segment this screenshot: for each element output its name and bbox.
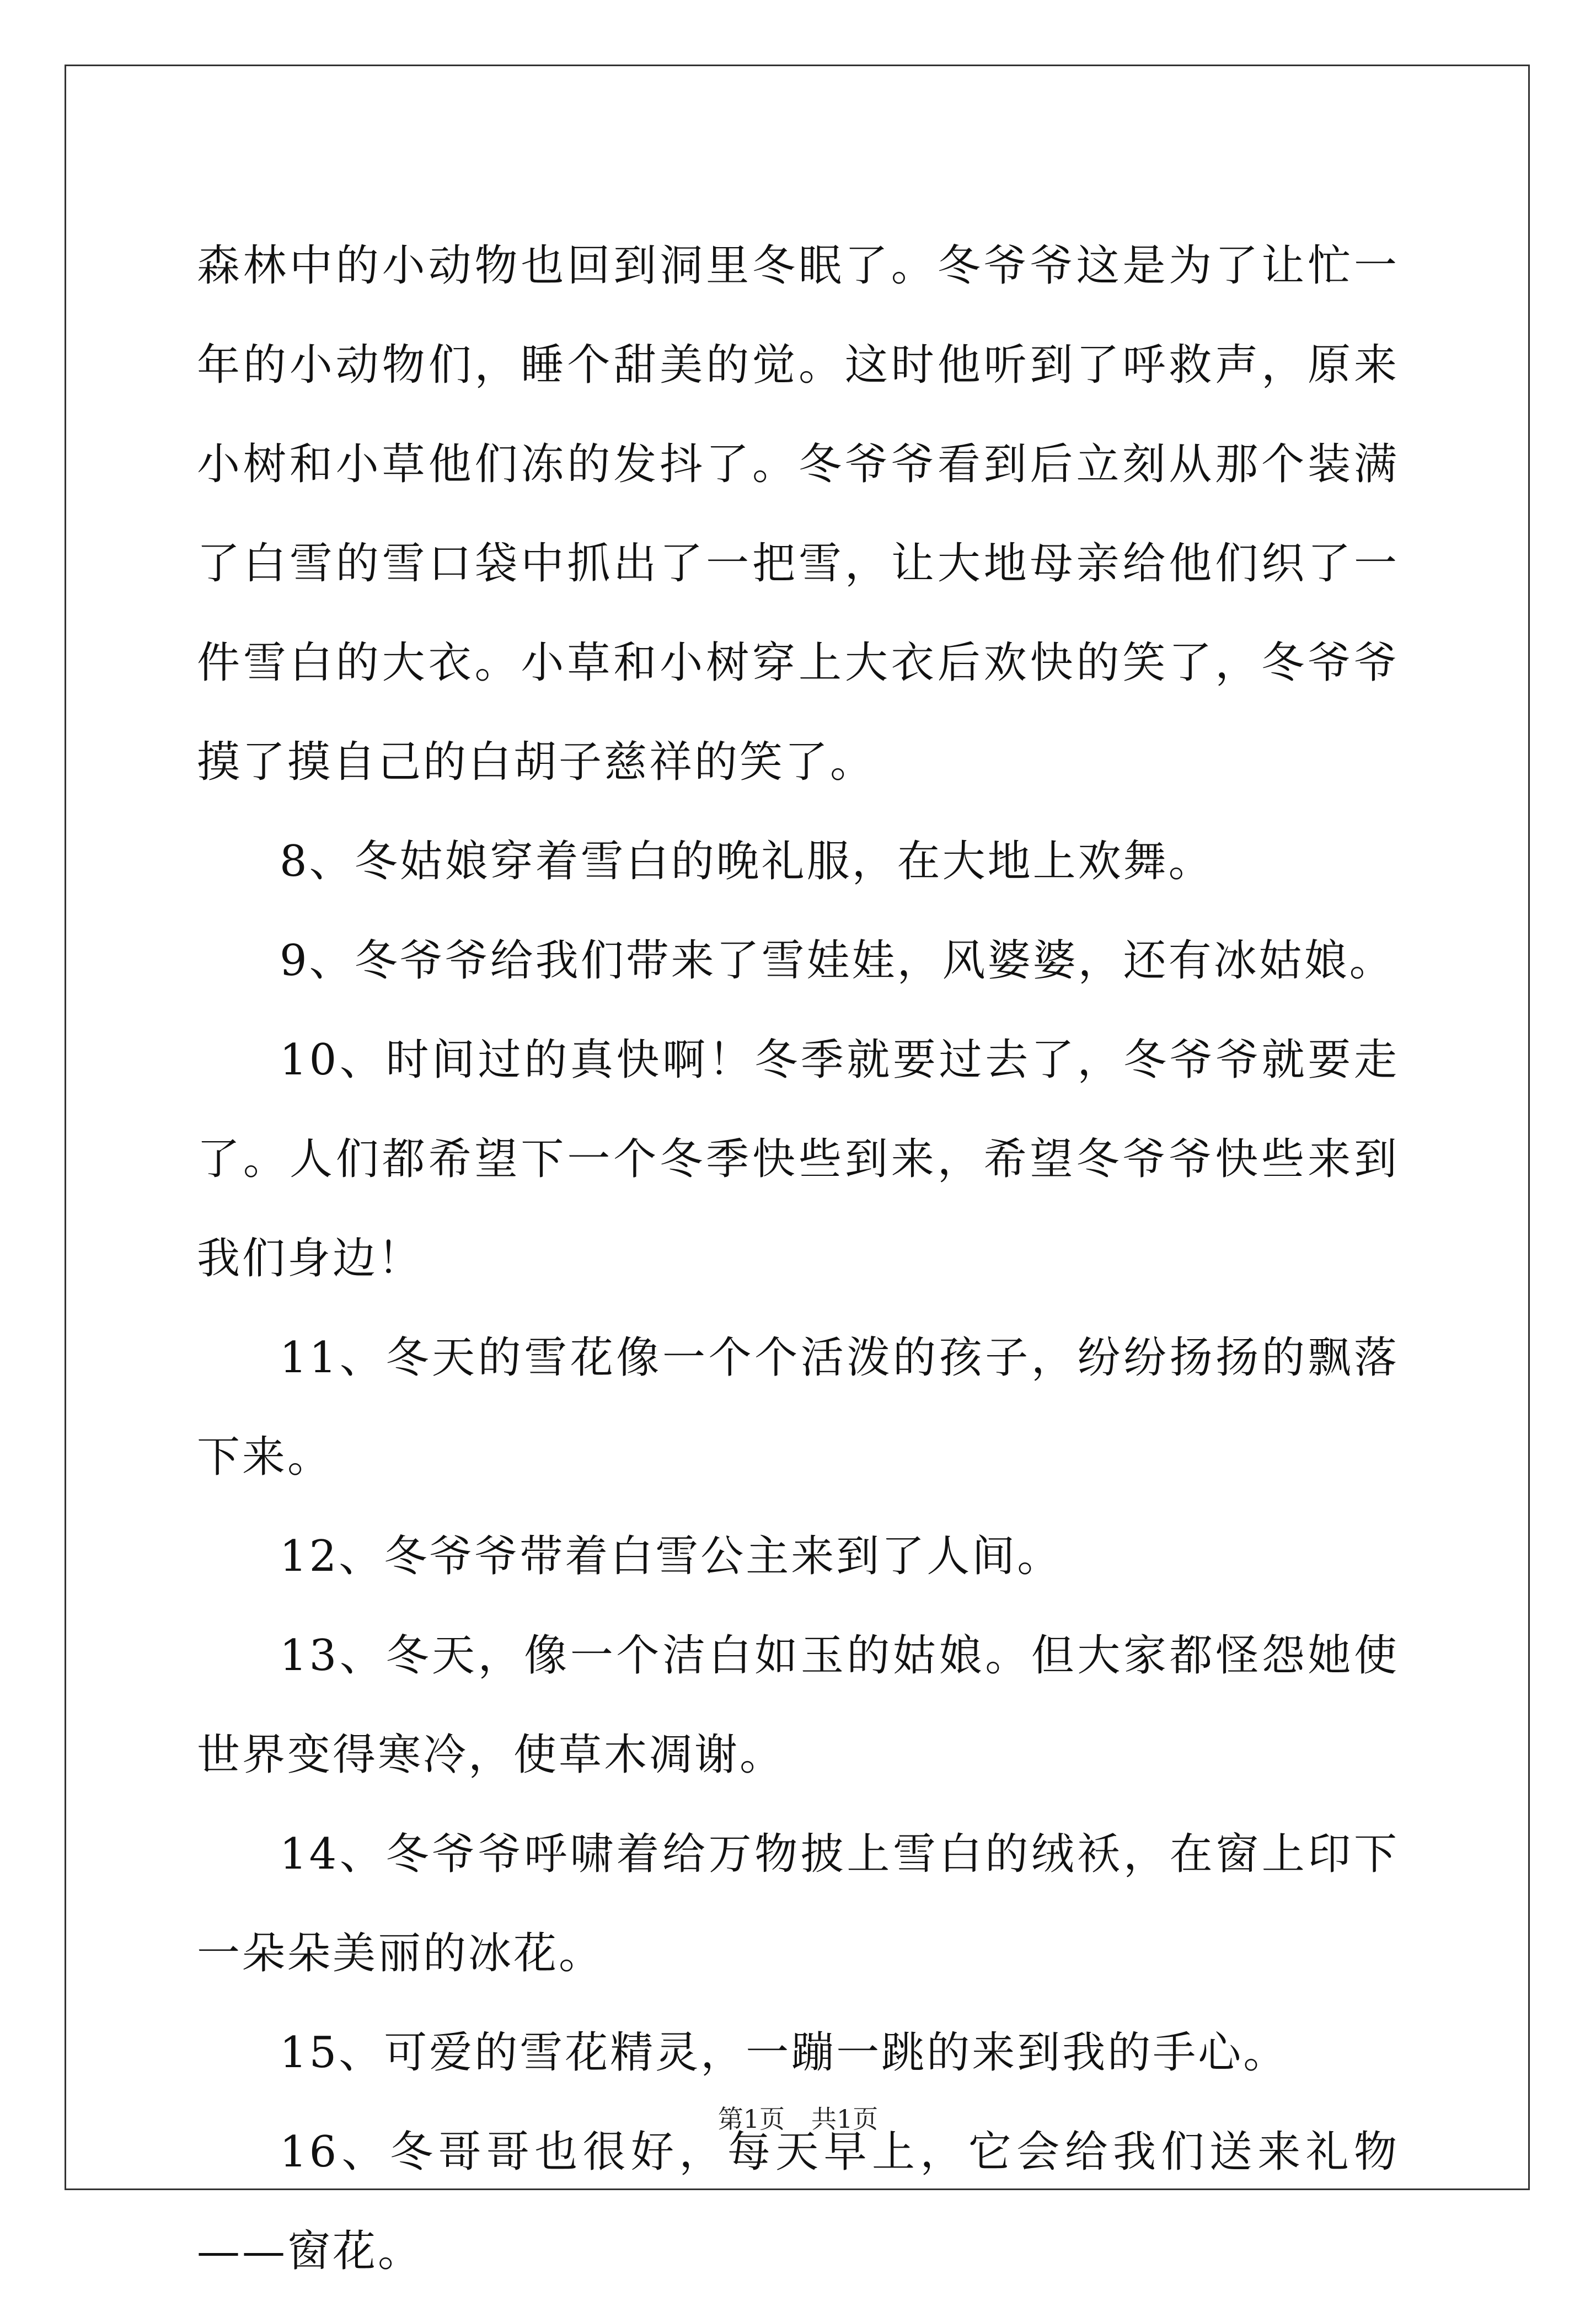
paragraph-item-10: 10、时间过的真快啊！冬季就要过去了，冬爷爷就要走了。人们都希望下一个冬季快些到来，希望冬爷爷快些来到我们身边！ [197,1035,1399,1283]
paragraph-continuation: 森林中的小动物也回到洞里冬眠了。冬爷爷这是为了让忙一年的小动物们，睡个甜美的觉。这时他听到了呼救声，原来小树和小草他们冻的发抖了。冬爷爷看到后立刻从那个装满了白雪的雪口袋中抓出了一把雪，让大地母亲给他们织了一件雪白的大衣。小草和小树穿上大衣后欢快的笑了，冬爷爷摸了摸自己的白胡子慈祥的笑了。 [197,241,1399,787]
page-footer [0,2102,1596,2136]
paragraph-item-8: 8、冬姑娘穿着雪白的晚礼服，在大地上欢舞。 [280,837,1214,886]
paragraph-item-14: 14、冬爷爷呼啸着给万物披上雪白的绒袄，在窗上印下一朵朵美丽的冰花。 [197,1829,1399,1978]
paragraph-item-15: 15、可爱的雪花精灵，一蹦一跳的来到我的手心。 [280,2028,1289,2078]
paragraph-item-16: 16、冬哥哥也很好，每天早上，它会给我们送来礼物——窗花。 [197,2127,1399,2276]
paragraph-item-12: 12、冬爷爷带着白雪公主来到了人间。 [280,1532,1063,1581]
page-number-total: 共1页 [811,2104,879,2134]
paragraph-item-13: 13、冬天，像一个洁白如玉的姑娘。但大家都怪怨她使世界变得寒冷，使草木凋谢。 [197,1631,1399,1780]
paragraph-item-9: 9、冬爷爷给我们带来了雪娃娃，风婆婆，还有冰姑娘。 [280,936,1395,986]
document-body [197,216,1399,2301]
paragraph-item-11: 11、冬天的雪花像一个个活泼的孩子，纷纷扬扬的飘落下来。 [197,1333,1399,1482]
page-number-current: 第1页 [717,2104,785,2134]
